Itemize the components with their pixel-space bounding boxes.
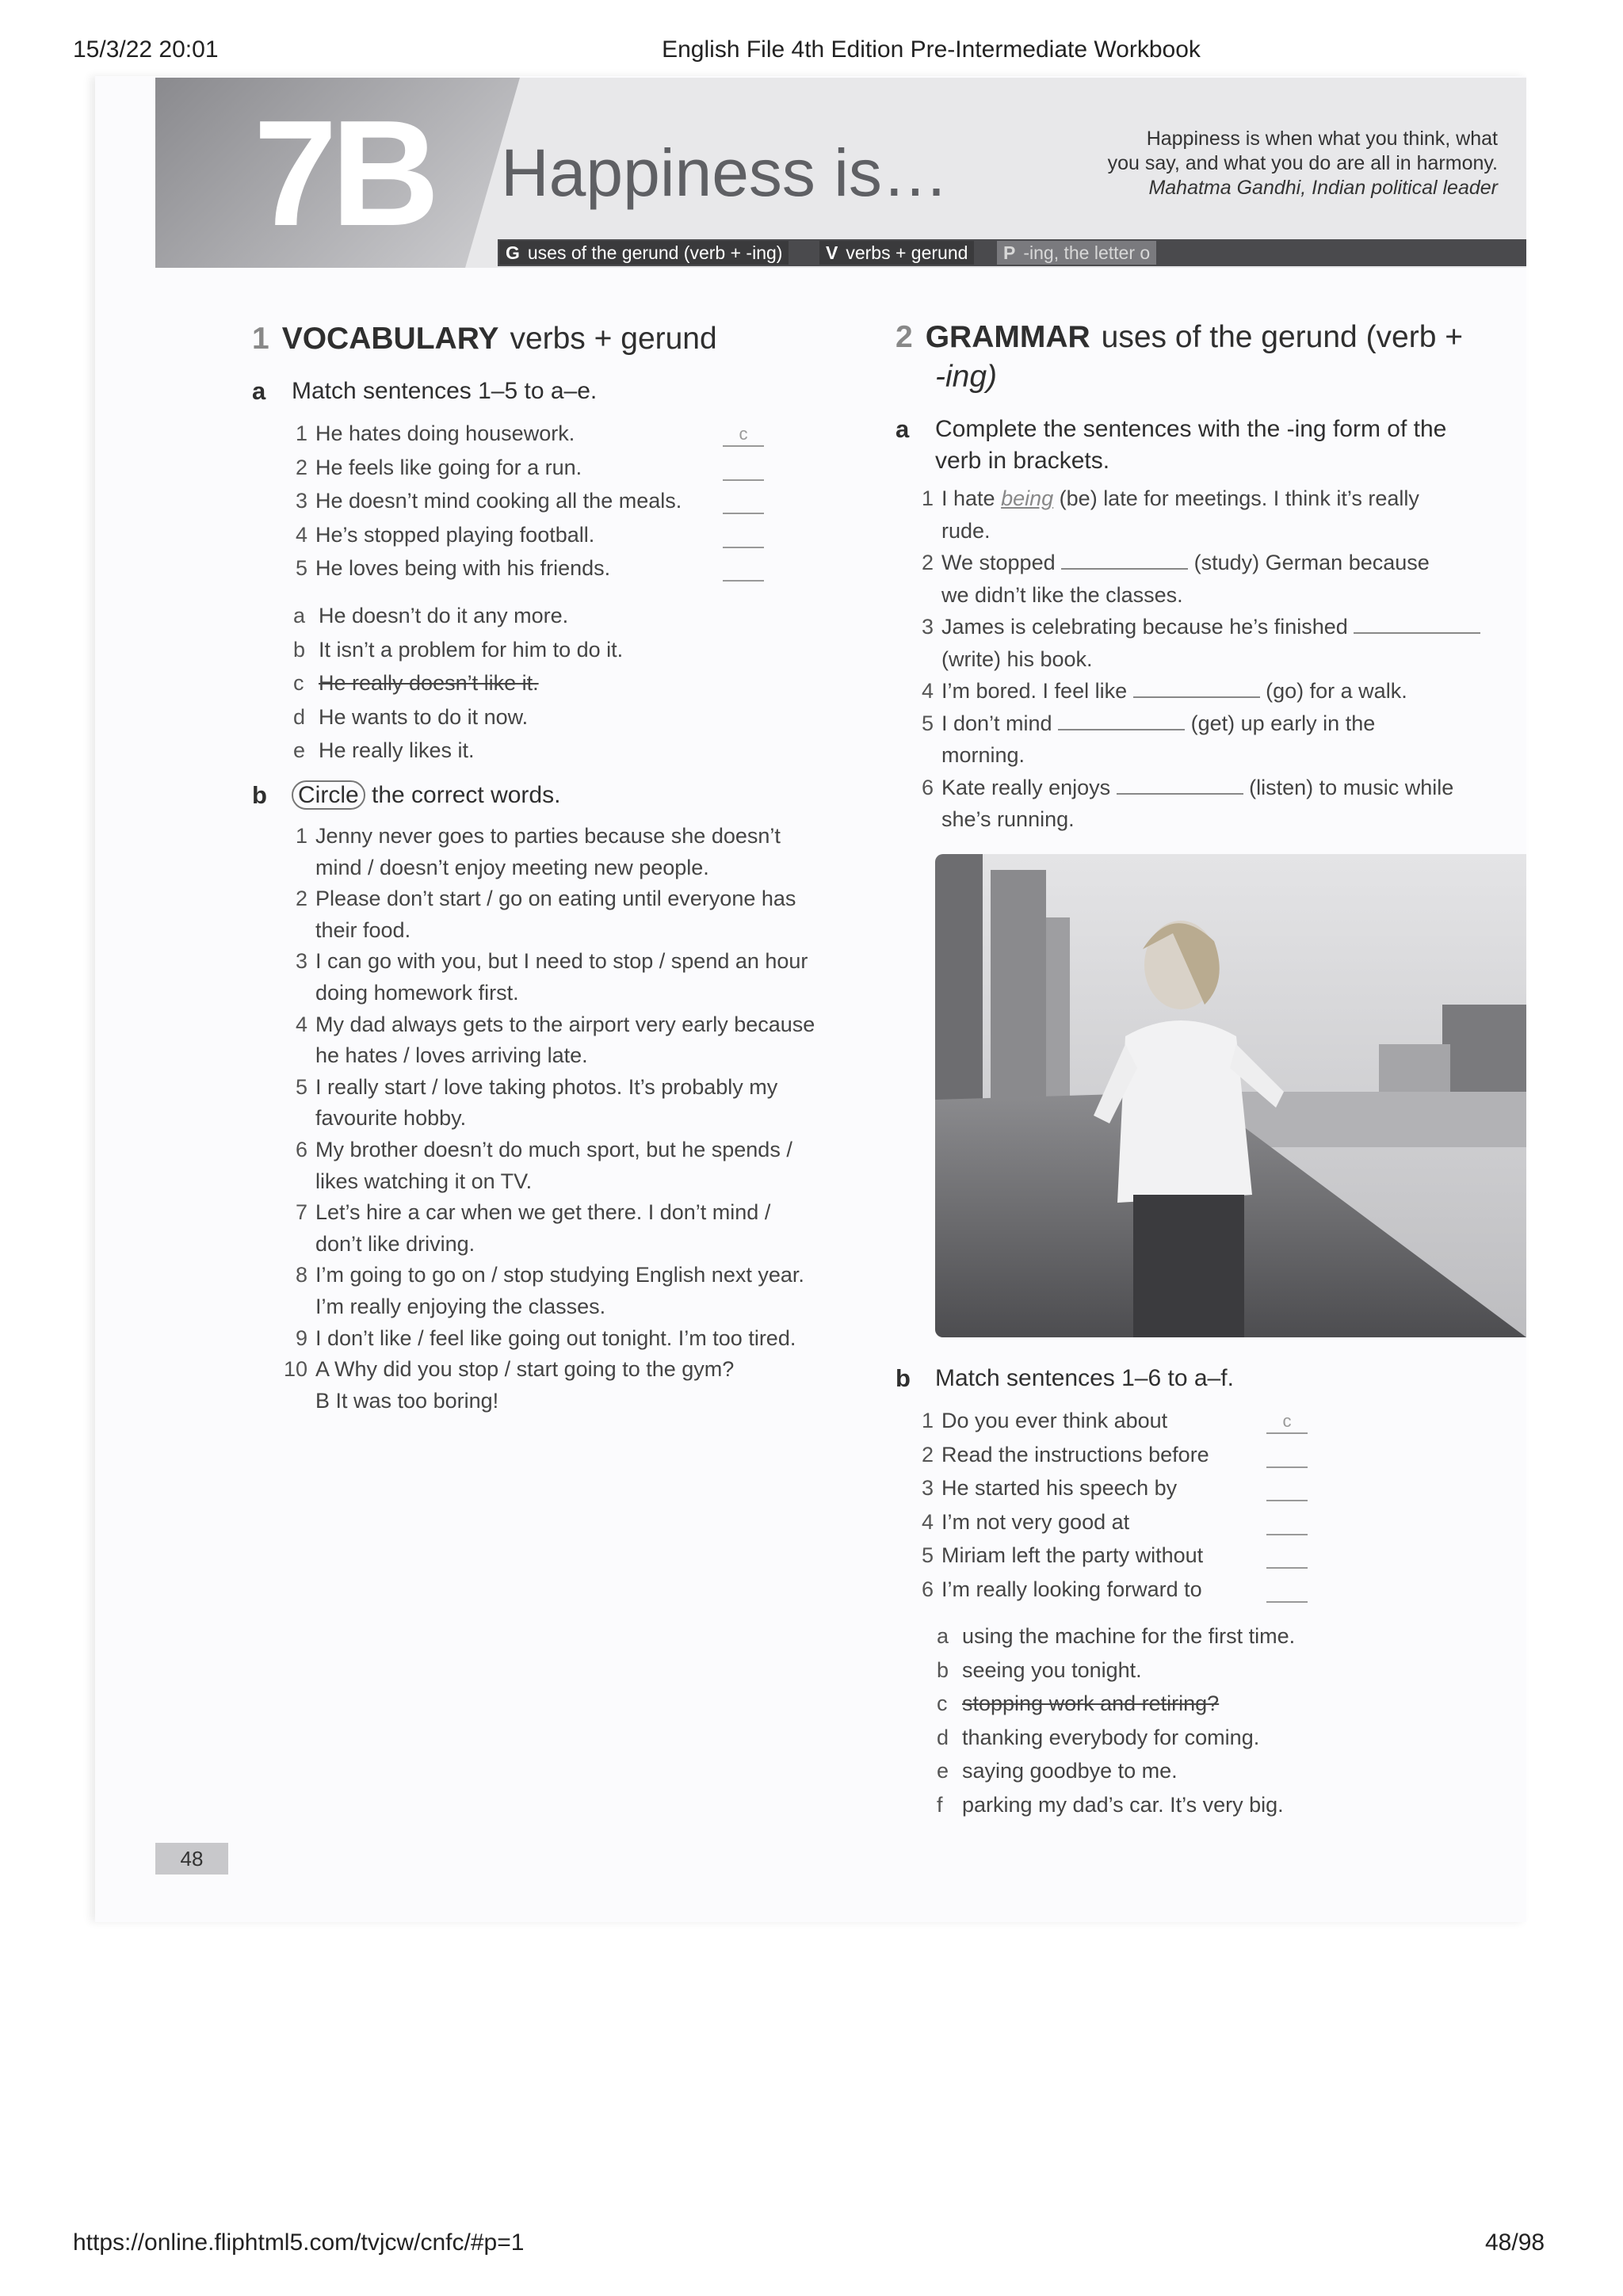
option-text: seeing you tonight. (962, 1657, 1142, 1682)
exercise-line (282, 883, 796, 914)
answer-blank[interactable] (1117, 772, 1243, 795)
item-text: I don’t like / feel like going out tonight. I’m too tired. (315, 1325, 796, 1350)
match-item (282, 553, 610, 584)
exercise-line (908, 676, 1407, 707)
item-text: doing homework first. (315, 981, 519, 1005)
exercise-line (282, 1260, 804, 1291)
item-text: Kate really enjoys (941, 775, 1111, 799)
exercise-instruction: Circle the correct words. (292, 780, 560, 811)
match-item (282, 452, 582, 483)
item-text: Do you ever think about (941, 1409, 1168, 1432)
item-text: B It was too boring! (315, 1388, 499, 1413)
running-woman-photo (935, 854, 1526, 1337)
item-text: likes watching it on TV. (315, 1169, 533, 1193)
answer-blank[interactable] (723, 490, 764, 514)
item-text: Read the instructions before (941, 1442, 1209, 1466)
item-number: 4 (921, 1509, 934, 1534)
item-number: 3 (921, 615, 934, 639)
answer-blank[interactable] (1133, 676, 1260, 698)
item-text: I’m really enjoying the classes. (315, 1295, 606, 1318)
exercise-letter: a (252, 377, 266, 405)
pronunciation-tag: P -ing, the letter o (997, 241, 1156, 265)
option-text: It isn’t a problem for him to do it. (319, 637, 624, 662)
item-number: 5 (295, 556, 307, 580)
item-text: I don’t mind (941, 711, 1052, 735)
item-text: morning. (941, 743, 1025, 767)
item-text: I’m really looking forward to (941, 1577, 1202, 1601)
exercise-line (282, 1291, 605, 1322)
exercise-line (908, 772, 1453, 803)
exercise-line (282, 1354, 734, 1385)
exercise-line (908, 483, 1419, 514)
quote-line: you say, and what you do are all in harmony. (1107, 152, 1498, 174)
exercise-line (282, 1323, 796, 1354)
item-number: 3 (295, 489, 307, 513)
exercise-instruction: Match sentences 1–6 to a–f. (935, 1365, 1234, 1391)
item-number: 9 (295, 1325, 307, 1350)
exercise-line (282, 1229, 475, 1260)
item-text: I hate (941, 486, 995, 510)
answer-blank[interactable] (723, 524, 764, 548)
exercise-line (908, 708, 1375, 739)
option-text: thanking everybody for coming. (962, 1725, 1260, 1749)
match-item (908, 1440, 1209, 1470)
print-datetime: 15/3/22 20:01 (73, 36, 219, 63)
exercise-line (282, 1135, 792, 1165)
item-number: 2 (921, 1442, 934, 1466)
item-number: 3 (921, 1476, 934, 1500)
option-letter: a (937, 1624, 949, 1648)
section-grammar-heading: 2 GRAMMAR uses of the gerund (verb + (896, 320, 1464, 354)
answer-blank[interactable] (1266, 1478, 1308, 1501)
item-text: he hates / loves arriving late. (315, 1043, 588, 1068)
quote-line: Happiness is when what you think, what (1146, 128, 1498, 150)
option-letter: b (937, 1657, 949, 1682)
option-text: parking my dad’s car. It’s very big. (962, 1792, 1284, 1817)
exercise-line (908, 580, 1183, 611)
item-text: I really start / love taking photos. It’s probably my (315, 1074, 778, 1099)
option-text: using the machine for the first time. (962, 1624, 1296, 1648)
exercise-line (282, 915, 411, 946)
exercise-line (282, 1197, 770, 1228)
item-text: Please don’t start / go on eating until everyone has (315, 887, 796, 911)
item-number: 4 (295, 1012, 307, 1036)
page-url[interactable]: https://online.fliphtml5.com/tvjcw/cnfc/#p=1 (73, 2229, 525, 2256)
exercise-instruction: Complete the sentences with the -ing form of the verb in brackets. (935, 416, 1447, 474)
answer-blank[interactable] (1354, 612, 1480, 634)
exercise-line (908, 740, 1025, 771)
item-text: she’s running. (941, 807, 1075, 831)
page-counter: 48/98 (1485, 2229, 1545, 2256)
item-text: My brother doesn’t do much sport, but he spends / (315, 1138, 792, 1161)
exercise-letter: a (896, 415, 910, 443)
option-letter: e (293, 738, 306, 762)
option-letter: c (937, 1691, 948, 1715)
item-text: Jenny never goes to parties because she doesn’t (315, 824, 781, 848)
answer-blank[interactable] (1061, 547, 1188, 570)
exercise-letter: b (252, 781, 267, 809)
match-option (293, 601, 568, 631)
item-number: 3 (295, 949, 307, 974)
match-item (908, 1574, 1202, 1605)
item-text: My dad always gets to the airport very early because (315, 1012, 815, 1036)
match-item (908, 1473, 1177, 1504)
item-number: 6 (295, 1138, 307, 1161)
option-letter: d (937, 1725, 949, 1749)
option-text: saying goodbye to me. (962, 1759, 1178, 1783)
item-text: (get) up early in the (1190, 711, 1376, 735)
item-number: 2 (295, 455, 307, 479)
item-text: He started his speech by (941, 1476, 1178, 1500)
item-number: 1 (295, 824, 307, 848)
option-letter: b (293, 637, 306, 662)
match-item (282, 418, 575, 449)
item-text: I’m going to go on / stop studying English next year. (315, 1263, 804, 1287)
exercise-line (282, 821, 781, 852)
item-text: He loves being with his friends. (315, 556, 611, 580)
grammar-tag: G uses of the gerund (verb + -ing) (499, 241, 789, 265)
option-text: He doesn’t do it any more. (319, 604, 569, 627)
answer-blank[interactable] (1266, 1512, 1308, 1535)
exercise-letter: b (896, 1364, 911, 1392)
item-text: mind / doesn’t enjoy meeting new people. (315, 855, 709, 879)
item-text: He’s stopped playing football. (315, 522, 595, 547)
exercise-line (282, 1103, 466, 1134)
option-text: He wants to do it now. (319, 704, 529, 729)
item-number: 2 (295, 887, 307, 911)
exercise-line (908, 612, 1480, 643)
match-option (293, 635, 623, 666)
exercise-line (908, 804, 1075, 835)
item-text: (write) his book. (941, 646, 1093, 671)
item-text: I’m not very good at (941, 1509, 1130, 1534)
exercise-line (908, 644, 1093, 675)
item-number: 6 (921, 775, 934, 799)
exercise-line (282, 1040, 588, 1071)
item-text: (study) German because (1193, 551, 1430, 574)
item-number: 1 (921, 486, 934, 510)
exercise-line (282, 946, 808, 977)
item-text: A Why did you stop / start going to the gym? (315, 1357, 735, 1382)
item-number: 2 (921, 551, 934, 574)
item-text: He feels like going for a run. (315, 455, 582, 479)
page-number: 48 (155, 1843, 228, 1875)
match-item (908, 1507, 1129, 1538)
option-letter: f (937, 1792, 943, 1817)
answer-blank[interactable]: c (723, 423, 764, 447)
item-text: He hates doing housework. (315, 421, 575, 445)
option-letter: a (293, 604, 306, 627)
answer-blank[interactable] (1266, 1545, 1308, 1569)
item-text: Miriam left the party without (941, 1543, 1204, 1567)
item-text: I’m bored. I feel like (941, 679, 1128, 703)
quote-attribution: Mahatma Gandhi, Indian political leader (1148, 177, 1498, 199)
option-text: He really doesn’t like it. (319, 671, 539, 695)
item-text: their food. (315, 917, 411, 942)
exercise-line (282, 852, 709, 883)
exercise-line (908, 547, 1430, 578)
item-text: we didn’t like the classes. (941, 582, 1183, 607)
match-item (908, 1540, 1203, 1571)
item-number: 5 (921, 711, 934, 735)
unit-quote (1030, 127, 1498, 200)
item-number: 1 (921, 1409, 934, 1432)
unit-title: Happiness is… (501, 135, 949, 210)
match-option (293, 735, 475, 766)
match-option (293, 702, 528, 733)
item-text: (listen) to music while (1249, 775, 1454, 799)
item-text: (go) for a walk. (1266, 679, 1407, 703)
item-text: Let’s hire a car when we get there. I don’t mind / (315, 1200, 771, 1225)
item-number: 4 (921, 679, 934, 703)
match-option (937, 1790, 1284, 1821)
exercise-line (908, 516, 991, 547)
exercise-line (282, 978, 519, 1009)
option-text: stopping work and retiring? (962, 1691, 1220, 1715)
match-option (937, 1688, 1219, 1719)
item-text: I can go with you, but I need to stop / spend an hour (315, 949, 808, 974)
exercise-line (282, 1072, 777, 1103)
answer-blank[interactable] (1266, 1579, 1308, 1603)
answer-blank[interactable] (1266, 1444, 1308, 1468)
exercise-instruction: Match sentences 1–5 to a–e. (292, 378, 598, 404)
item-text: (be) late for meetings. I think it’s really (1059, 486, 1419, 510)
unit-code: 7B (254, 90, 433, 257)
exercise-line (282, 1166, 532, 1197)
match-option (937, 1655, 1142, 1686)
answer-blank[interactable] (723, 558, 764, 582)
item-text: rude. (941, 518, 991, 543)
item-number: 10 (283, 1357, 307, 1382)
section-grammar-heading-cont: -ing) (935, 360, 998, 394)
option-letter: d (293, 704, 306, 729)
option-letter: e (937, 1759, 949, 1783)
item-number: 1 (295, 421, 307, 445)
match-item (908, 1405, 1167, 1436)
section-vocabulary-heading: 1 VOCABULARY verbs + gerund (252, 322, 717, 356)
match-item (282, 486, 682, 517)
option-text: He really likes it. (319, 738, 475, 762)
item-text: don’t like driving. (315, 1231, 475, 1256)
item-number: 6 (921, 1577, 934, 1601)
item-text: He doesn’t mind cooking all the meals. (315, 489, 682, 513)
example-answer: being (1001, 486, 1054, 510)
match-item (282, 520, 594, 551)
answer-blank[interactable] (723, 457, 764, 481)
item-number: 5 (921, 1543, 934, 1567)
item-text: We stopped (941, 551, 1056, 574)
match-option (293, 668, 539, 699)
item-text: James is celebrating because he’s finished (941, 615, 1348, 639)
option-letter: c (293, 671, 304, 695)
exercise-line (282, 1386, 498, 1417)
match-option (937, 1756, 1178, 1787)
document-title: English File 4th Edition Pre-Intermediate Workbook (662, 36, 1201, 63)
exercise-line (282, 1009, 815, 1040)
item-text: favourite hobby. (315, 1106, 467, 1131)
match-option (937, 1621, 1295, 1652)
answer-blank[interactable] (1058, 708, 1185, 730)
item-number: 7 (295, 1200, 307, 1225)
item-number: 4 (295, 522, 307, 547)
match-option (937, 1722, 1259, 1753)
item-number: 5 (295, 1074, 307, 1099)
item-number: 8 (295, 1263, 307, 1287)
answer-blank[interactable]: c (1266, 1410, 1308, 1434)
vocabulary-tag: V verbs + gerund (819, 241, 974, 265)
